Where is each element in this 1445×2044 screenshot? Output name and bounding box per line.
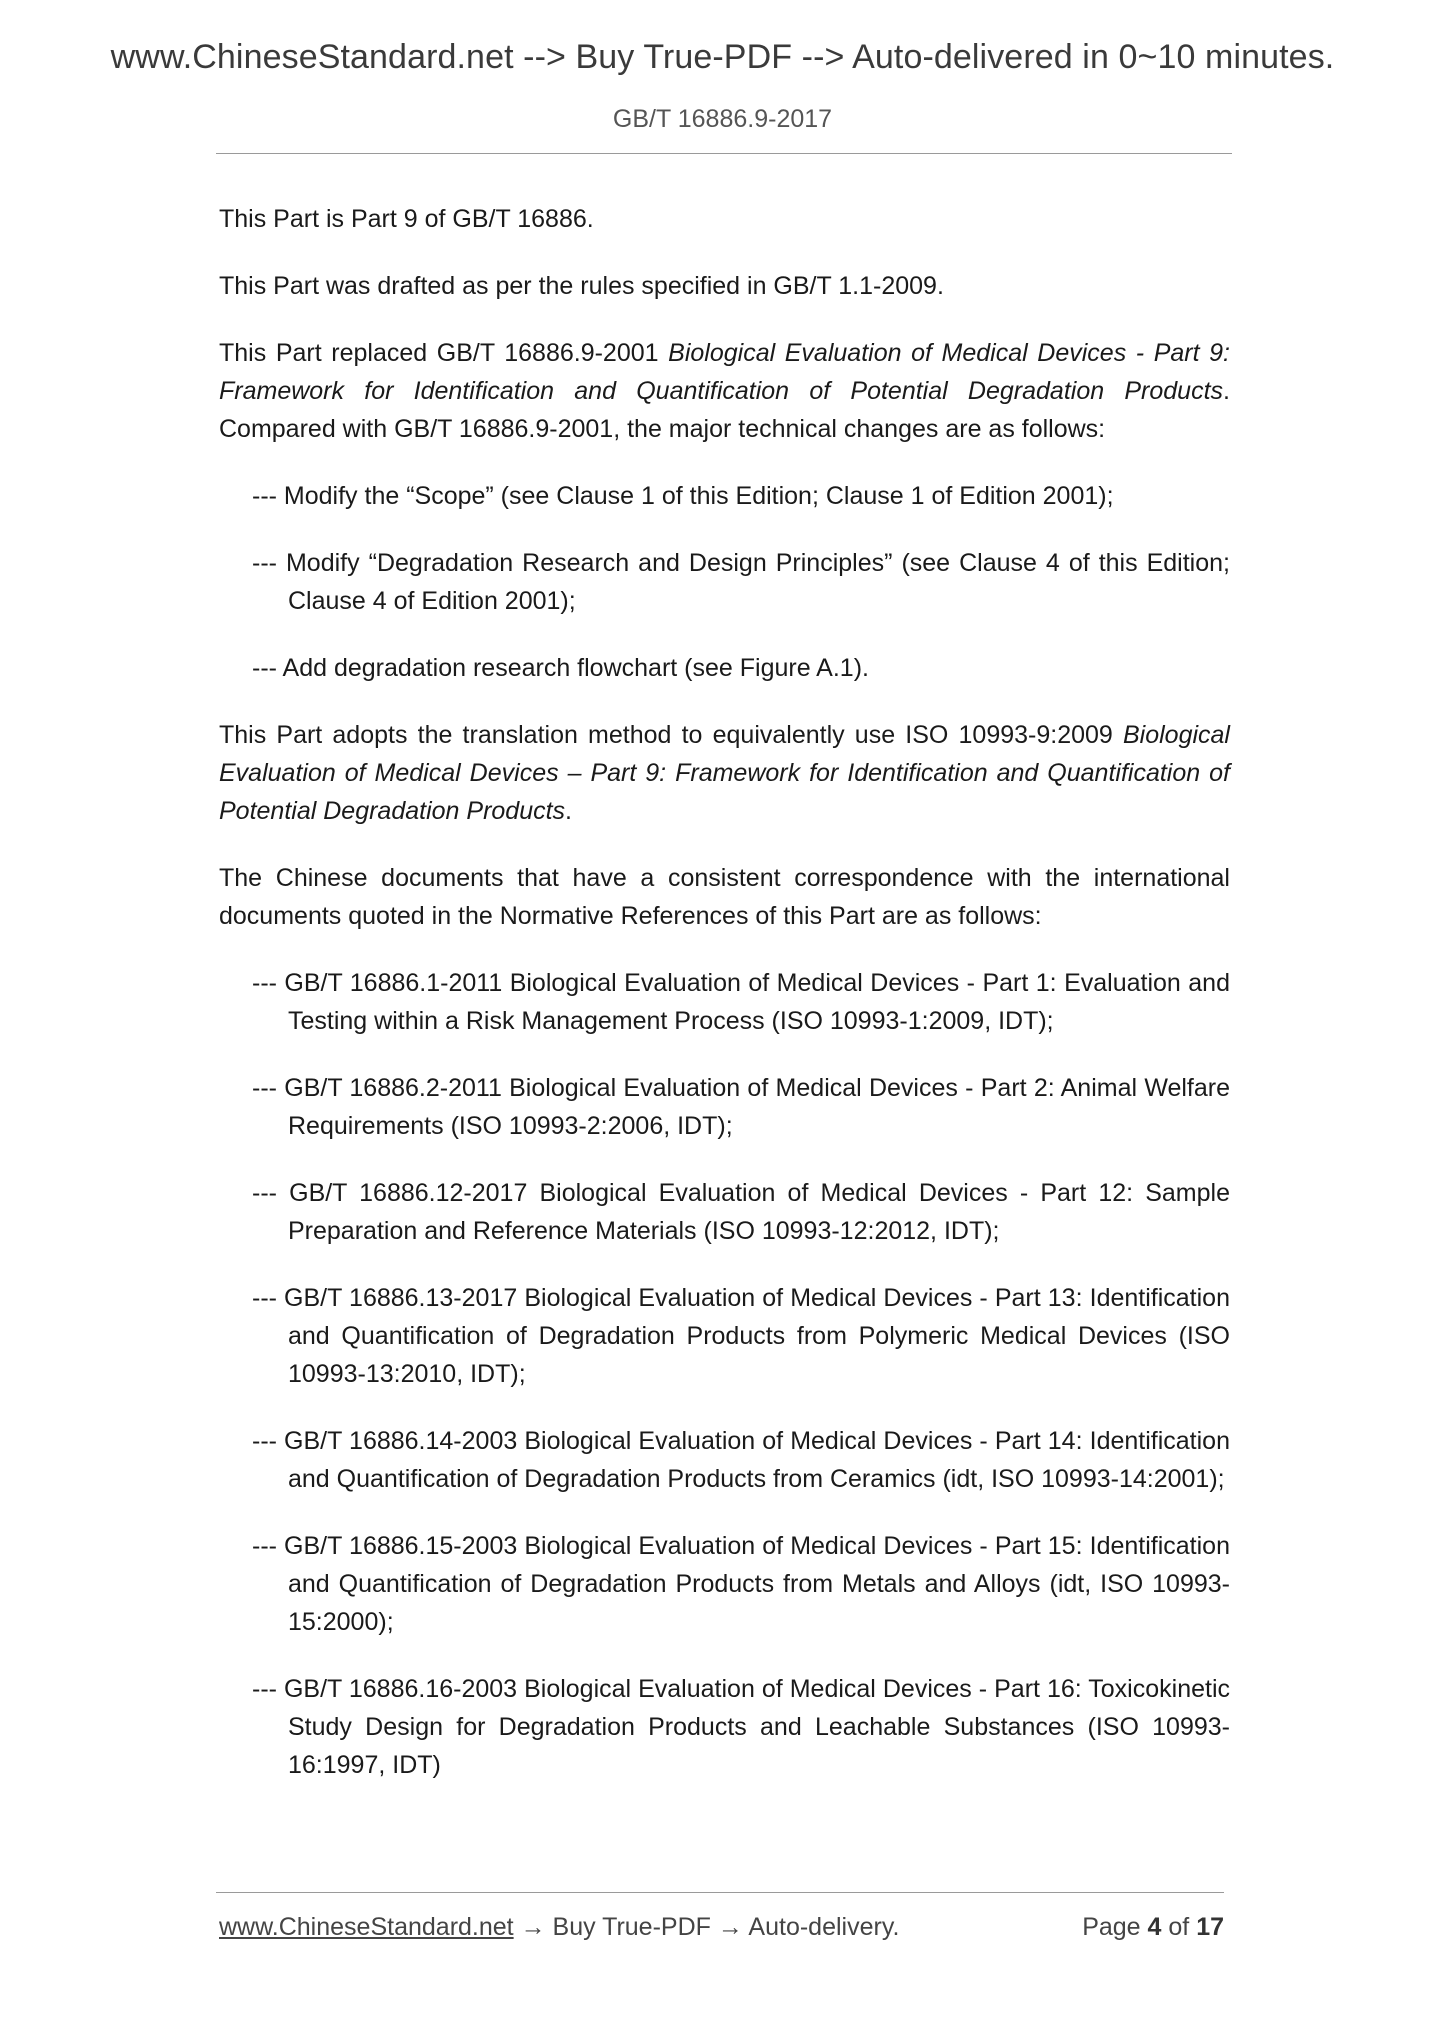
paragraph-drafting-rules: This Part was drafted as per the rules specified in GB/T 1.1-2009. xyxy=(219,272,944,300)
footer-promo xyxy=(219,1913,899,1942)
change-item: --- Modify the “Scope” (see Clause 1 of this Edition; Clause 1 of Edition 2001); xyxy=(252,482,1114,510)
iso-standard-title: Biological Evaluation of Medical Devices – Part 9: Framework for Identification and Quantification of Potential Degradation Products xyxy=(219,721,1230,825)
replaced-standard-title: Biological Evaluation of Medical Devices - Part 9: Framework for Identification and Quantification of Potential Degradation Products xyxy=(219,339,1231,405)
replacement-text: This Part replaced GB/T 16886.9-2001 xyxy=(219,339,669,367)
footer-buy-text: Buy True-PDF xyxy=(552,1913,711,1941)
page-total: 17 xyxy=(1196,1913,1224,1941)
document-body xyxy=(219,200,1230,1784)
paragraph-adoption xyxy=(219,716,1230,830)
page-label: Page xyxy=(1082,1913,1148,1941)
reference-item: --- GB/T 16886.16-2003 Biological Evaluation of Medical Devices - Part 16: Toxicokinetic Study Design for Degradation Products and Leachable Substances (ISO 10993-16:1997, IDT) xyxy=(252,1675,1230,1779)
reference-item: --- GB/T 16886.12-2017 Biological Evaluation of Medical Devices - Part 12: Sample Preparation and Reference Materials (ISO 10993-12:2012, IDT); xyxy=(252,1179,1230,1245)
adoption-text-end: . xyxy=(565,797,572,825)
change-item: --- Modify “Degradation Research and Design Principles” (see Clause 4 of this Edition; Clause 4 of Edition 2001); xyxy=(252,549,1230,615)
change-item: --- Add degradation research flowchart (see Figure A.1). xyxy=(252,654,869,682)
reference-item: --- GB/T 16886.13-2017 Biological Evaluation of Medical Devices - Part 13: Identification and Quantification of Degradation Products from Polymeric Medical Devices (ISO 10993-13:2010, IDT); xyxy=(252,1284,1230,1388)
header-divider xyxy=(216,153,1232,154)
footer-delivery-text: Auto-delivery. xyxy=(748,1913,900,1941)
page-footer xyxy=(219,1913,1229,1949)
reference-item: --- GB/T 16886.1-2011 Biological Evaluation of Medical Devices - Part 1: Evaluation and Testing within a Risk Management Process (ISO 10993-1:2009, IDT); xyxy=(252,969,1230,1035)
site-link[interactable]: www.ChineseStandard.net xyxy=(219,1913,514,1941)
adoption-text: This Part adopts the translation method to equivalently use ISO 10993-9:2009 xyxy=(219,721,1123,749)
footer-divider xyxy=(216,1892,1224,1893)
replacement-text-end: . Compared with GB/T 16886.9-2001, the major technical changes are as follows: xyxy=(219,377,1230,443)
paragraph-correspondence: The Chinese documents that have a consistent correspondence with the international documents quoted in the Normative References of this Part are as follows: xyxy=(219,864,1230,930)
top-banner: www.ChineseStandard.net --> Buy True-PDF --> Auto-delivered in 0~10 minutes. xyxy=(110,38,1335,76)
document-number: GB/T 16886.9-2017 xyxy=(612,105,833,133)
page-indicator xyxy=(1082,1913,1224,1942)
arrow-icon: → xyxy=(513,1913,553,1941)
paragraph-part-of: This Part is Part 9 of GB/T 16886. xyxy=(219,205,594,233)
page-current: 4 xyxy=(1147,1913,1162,1941)
page-of: of xyxy=(1161,1913,1197,1941)
reference-item: --- GB/T 16886.14-2003 Biological Evaluation of Medical Devices - Part 14: Identification and Quantification of Degradation Products from Ceramics (idt, ISO 10993-14:2001); xyxy=(252,1427,1230,1493)
reference-item: --- GB/T 16886.15-2003 Biological Evaluation of Medical Devices - Part 15: Identification and Quantification of Degradation Products from Metals and Alloys (idt, ISO 10993-15:2000); xyxy=(252,1532,1230,1636)
reference-item: --- GB/T 16886.2-2011 Biological Evaluation of Medical Devices - Part 2: Animal Welfare Requirements (ISO 10993-2:2006, IDT); xyxy=(252,1074,1230,1140)
paragraph-replacement xyxy=(219,334,1230,448)
arrow-icon: → xyxy=(710,1913,749,1941)
